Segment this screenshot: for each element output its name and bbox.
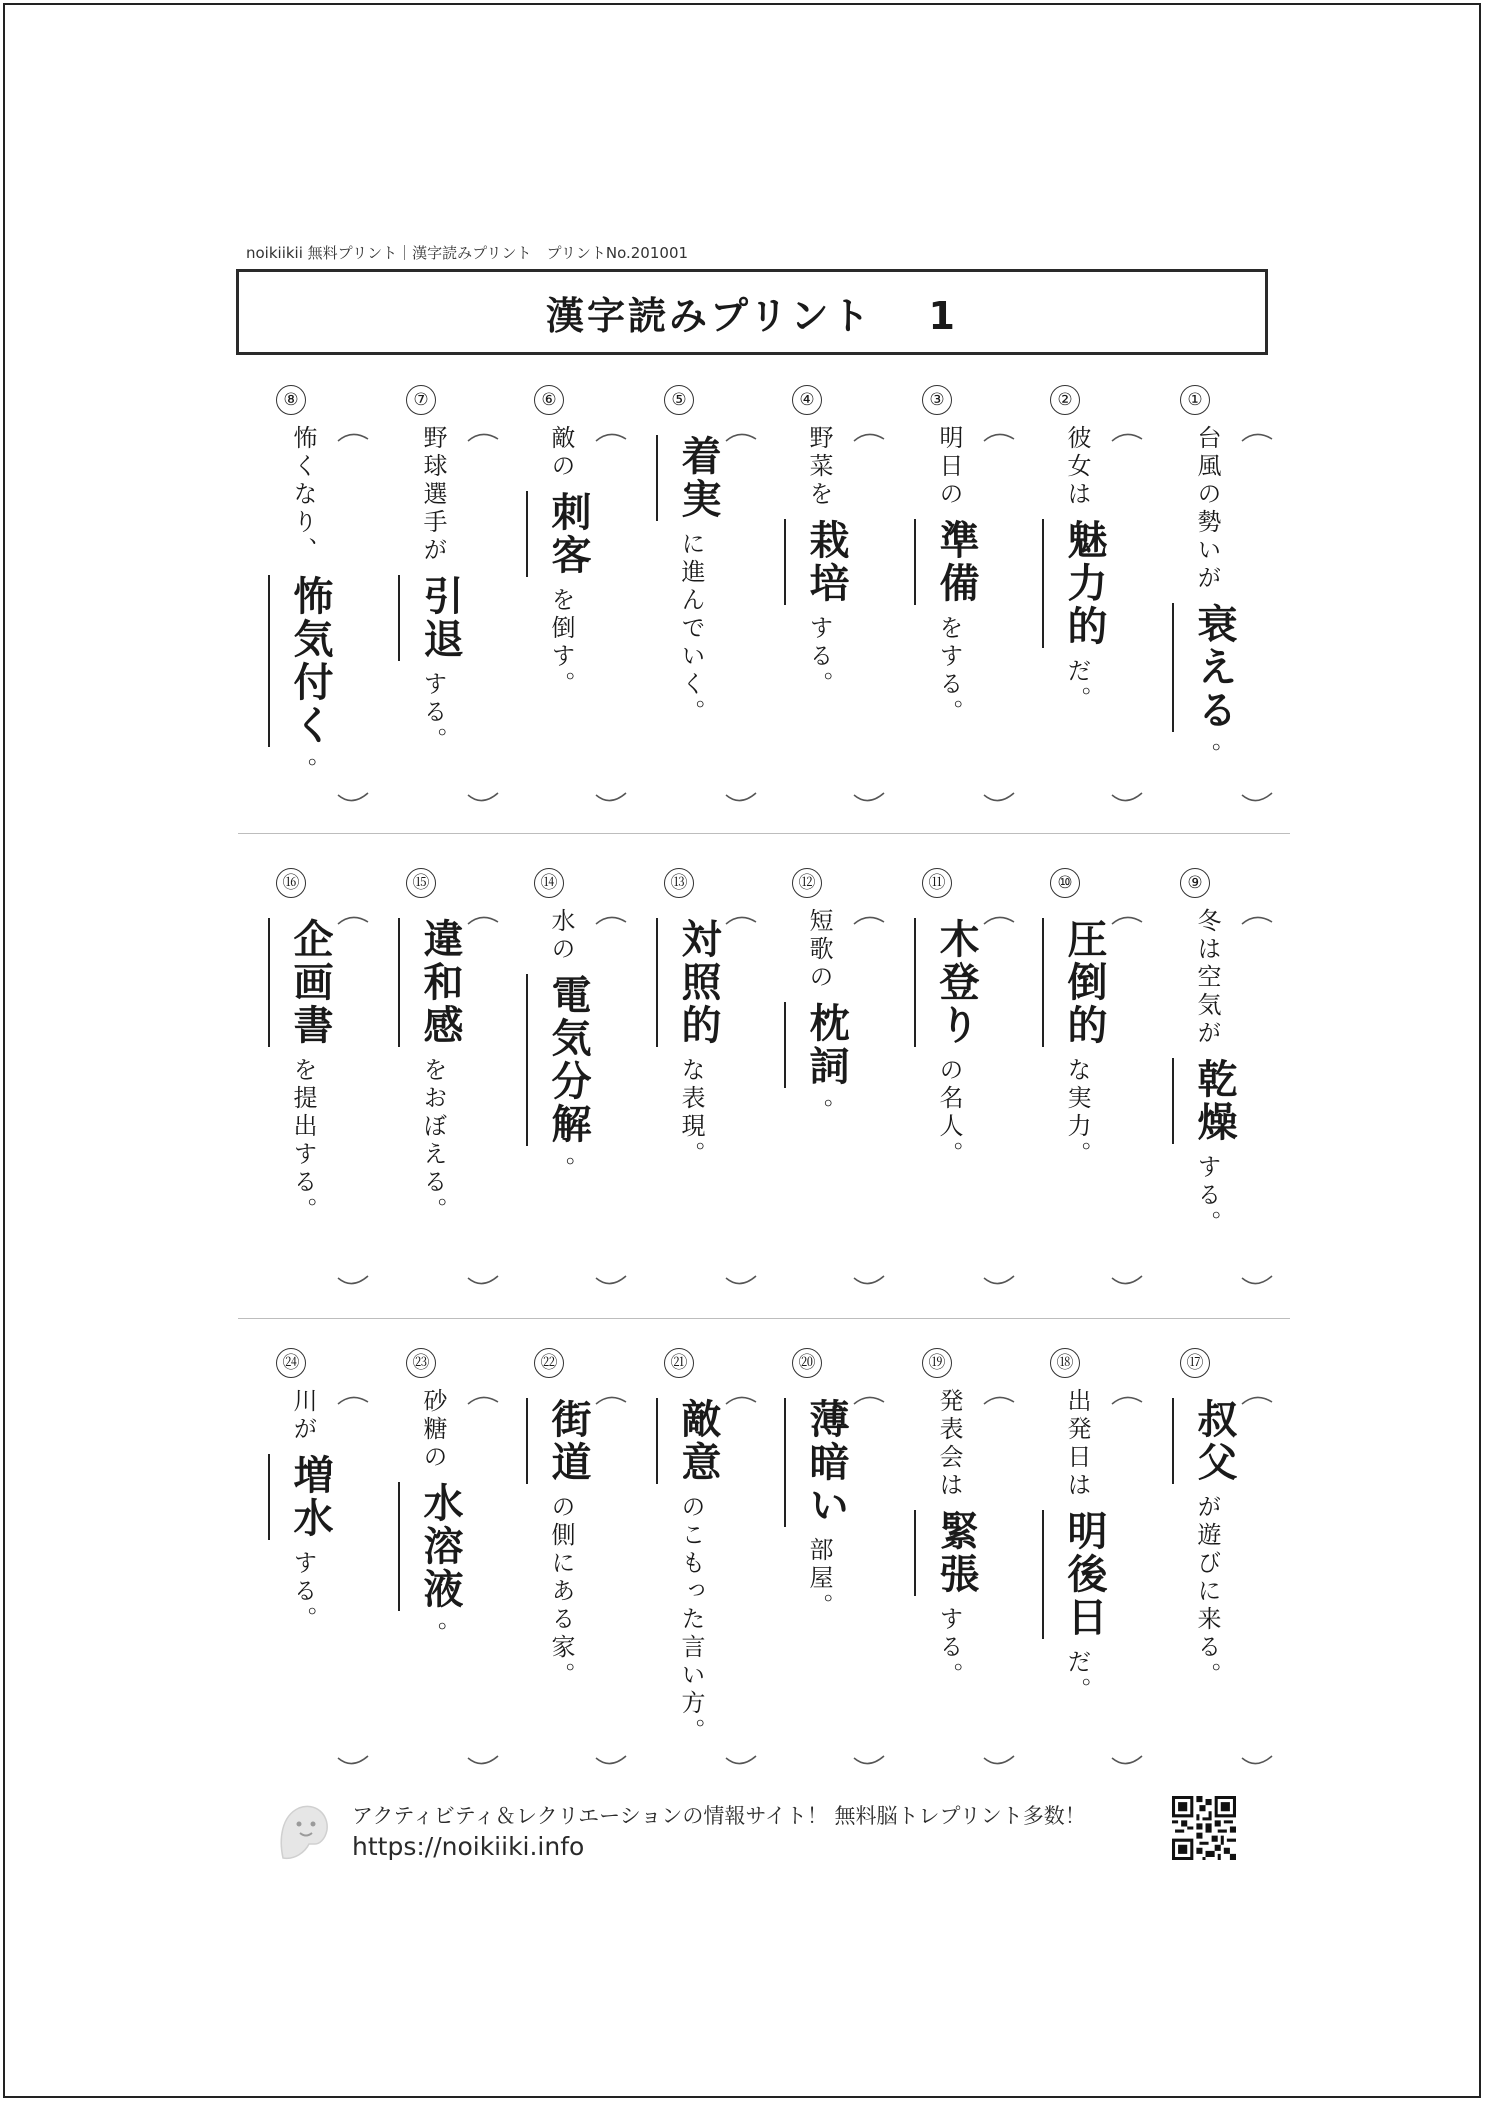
question-sentence: [398, 908, 469, 1225]
page-title: [546, 285, 958, 340]
sentence-after: 。: [805, 1098, 833, 1126]
question-number: ⑰: [1180, 1348, 1210, 1378]
answer-bracket-icon: [980, 1394, 1016, 1766]
answer-bracket-icon: [850, 1394, 886, 1766]
question-sentence: [526, 1388, 597, 1690]
question-number: ㉔: [276, 1348, 306, 1378]
footer-tagline: アクティビティ＆レクリエーションの情報サイト！ 無料脳トレプリント多数！: [352, 1804, 1086, 1828]
question-item: [520, 385, 640, 785]
answer-space[interactable]: [1238, 914, 1274, 1286]
question-number: ①: [1180, 385, 1210, 415]
kanji-target: 違和感: [398, 918, 469, 1047]
kanji-target: 叔父: [1172, 1398, 1243, 1484]
answer-space[interactable]: [334, 1394, 370, 1766]
answer-bracket-icon: [592, 1394, 628, 1766]
question-item: [778, 385, 898, 785]
sentence-after: を倒す。: [547, 587, 575, 699]
answer-bracket-icon: [464, 914, 500, 1286]
answer-bracket-icon: [1238, 914, 1274, 1286]
question-number: ⑭: [534, 868, 564, 898]
answer-bracket-icon: [1238, 1394, 1274, 1766]
sentence-after: 部屋。: [805, 1537, 833, 1621]
question-sentence: [526, 908, 597, 1184]
question-number: ⑨: [1180, 868, 1210, 898]
answer-space[interactable]: [850, 1394, 886, 1766]
question-item: [520, 1348, 640, 1748]
answer-space[interactable]: [722, 431, 758, 803]
sentence-before: 出発日は: [1063, 1388, 1091, 1500]
question-sentence: [1042, 425, 1113, 714]
sentence-after: 。: [547, 1156, 575, 1184]
question-item: [778, 868, 898, 1268]
answer-bracket-icon: [464, 431, 500, 803]
answer-space[interactable]: [464, 1394, 500, 1766]
answer-bracket-icon: [722, 431, 758, 803]
answer-space[interactable]: [464, 914, 500, 1286]
answer-space[interactable]: [722, 914, 758, 1286]
sentence-before: 水の: [547, 908, 575, 964]
footer-url[interactable]: https://noikiiki.info: [352, 1832, 585, 1861]
question-item: [1166, 1348, 1286, 1748]
sentence-after: な実力。: [1063, 1057, 1091, 1169]
answer-space[interactable]: [464, 431, 500, 803]
question-number: ⑫: [792, 868, 822, 898]
kanji-target: 枕詞: [784, 1002, 855, 1088]
sentence-after: だ。: [1063, 658, 1091, 714]
question-item: [1166, 385, 1286, 785]
answer-space[interactable]: [980, 1394, 1016, 1766]
question-number: ⑬: [664, 868, 694, 898]
answer-bracket-icon: [334, 914, 370, 1286]
sentence-after: する。: [805, 615, 833, 699]
sentence-after: が遊びに来る。: [1193, 1494, 1221, 1690]
question-number: ⑤: [664, 385, 694, 415]
question-number: ⑯: [276, 868, 306, 898]
answer-bracket-icon: [1238, 431, 1274, 803]
sentence-after: する。: [935, 1606, 963, 1690]
title-text: 漢字読みプリント: [546, 293, 873, 338]
answer-bracket-icon: [722, 914, 758, 1286]
question-sentence: [656, 425, 727, 727]
title-number: 1: [928, 293, 958, 338]
question-number: ⑮: [406, 868, 436, 898]
kanji-target: 電気分解: [526, 974, 597, 1146]
answer-space[interactable]: [334, 431, 370, 803]
answer-space[interactable]: [1108, 1394, 1144, 1766]
question-number: ⑦: [406, 385, 436, 415]
answer-bracket-icon: [464, 1394, 500, 1766]
answer-bracket-icon: [722, 1394, 758, 1766]
kanji-target: 水溶液: [398, 1482, 469, 1611]
answer-space[interactable]: [980, 914, 1016, 1286]
answer-bracket-icon: [1108, 431, 1144, 803]
sentence-after: な表現。: [677, 1057, 705, 1169]
sentence-after: する。: [289, 1550, 317, 1634]
sentence-after: する。: [419, 671, 447, 755]
answer-bracket-icon: [850, 431, 886, 803]
sentence-before: 敵の: [547, 425, 575, 481]
sentence-before: 川が: [289, 1388, 317, 1444]
question-number: ㉑: [664, 1348, 694, 1378]
question-sentence: [398, 425, 469, 755]
sentence-after: の側にある家。: [547, 1494, 575, 1690]
kanji-target: 敵意: [656, 1398, 727, 1484]
sentence-after: だ。: [1063, 1649, 1091, 1705]
row-divider: [238, 1318, 1290, 1319]
sentence-before: 冬は空気が: [1193, 908, 1221, 1048]
question-item: [1036, 1348, 1156, 1748]
answer-space[interactable]: [980, 431, 1016, 803]
question-sentence: [1172, 908, 1243, 1238]
kanji-target: 怖気付く: [268, 575, 339, 747]
question-number: ⑳: [792, 1348, 822, 1378]
answer-bracket-icon: [1108, 1394, 1144, 1766]
sentence-before: 彼女は: [1063, 425, 1091, 509]
kanji-target: 引退: [398, 575, 469, 661]
question-number: ④: [792, 385, 822, 415]
answer-space[interactable]: [334, 914, 370, 1286]
sentence-before: 短歌の: [805, 908, 833, 992]
sentence-before: 砂糖の: [419, 1388, 447, 1472]
question-sentence: [656, 1388, 727, 1746]
qr-code-icon: [1172, 1796, 1236, 1860]
question-number: ㉓: [406, 1348, 436, 1378]
question-sentence: [784, 425, 855, 699]
question-item: [650, 385, 770, 785]
question-item: [520, 868, 640, 1268]
kanji-target: 街道: [526, 1398, 597, 1484]
answer-bracket-icon: [1108, 914, 1144, 1286]
answer-space[interactable]: [850, 431, 886, 803]
question-item: [392, 385, 512, 785]
kanji-target: 刺客: [526, 491, 597, 577]
question-sentence: [914, 908, 985, 1169]
kanji-target: 緊張: [914, 1510, 985, 1596]
sentence-before: 発表会は: [935, 1388, 963, 1500]
question-sentence: [656, 908, 727, 1169]
kanji-target: 乾燥: [1172, 1058, 1243, 1144]
kanji-target: 魅力的: [1042, 519, 1113, 648]
question-item: [262, 385, 382, 785]
kanji-target: 衰える: [1172, 603, 1243, 732]
kanji-target: 準備: [914, 519, 985, 605]
question-number: ⑥: [534, 385, 564, 415]
sentence-after: の名人。: [935, 1057, 963, 1169]
title-box: [236, 269, 1268, 355]
answer-bracket-icon: [592, 914, 628, 1286]
kanji-target: 栽培: [784, 519, 855, 605]
answer-space[interactable]: [850, 914, 886, 1286]
sentence-before: 明日の: [935, 425, 963, 509]
sentence-before: 怖くなり、: [289, 425, 317, 565]
question-sentence: [268, 908, 339, 1225]
question-item: [1036, 868, 1156, 1268]
question-item: [1166, 868, 1286, 1268]
sentence-after: 。: [289, 757, 317, 785]
question-number: ㉒: [534, 1348, 564, 1378]
sentence-after: をおぼえる。: [419, 1057, 447, 1225]
question-number: ②: [1050, 385, 1080, 415]
question-sentence: [268, 1388, 339, 1634]
sentence-before: 台風の勢いが: [1193, 425, 1221, 593]
question-sentence: [1042, 1388, 1113, 1705]
answer-bracket-icon: [334, 431, 370, 803]
kanji-target: 薄暗い: [784, 1398, 855, 1527]
answer-space[interactable]: [1108, 431, 1144, 803]
question-sentence: [398, 1388, 469, 1649]
sentence-after: する。: [1193, 1154, 1221, 1238]
answer-space[interactable]: [592, 431, 628, 803]
kanji-target: 企画書: [268, 918, 339, 1047]
sentence-after: に進んでいく。: [677, 531, 705, 727]
question-item: [908, 1348, 1028, 1748]
question-item: [392, 1348, 512, 1748]
question-item: [908, 385, 1028, 785]
question-sentence: [1042, 908, 1113, 1169]
kanji-target: 増水: [268, 1454, 339, 1540]
question-sentence: [1172, 425, 1243, 770]
ghost-mascot-icon: [275, 1800, 333, 1862]
kanji-target: 対照的: [656, 918, 727, 1047]
sentence-after: を提出する。: [289, 1057, 317, 1225]
question-number: ⑧: [276, 385, 306, 415]
question-item: [262, 1348, 382, 1748]
kanji-target: 着実: [656, 435, 727, 521]
answer-bracket-icon: [980, 914, 1016, 1286]
question-item: [908, 868, 1028, 1268]
question-sentence: [914, 1388, 985, 1690]
sentence-before: 野球選手が: [419, 425, 447, 565]
answer-space[interactable]: [1108, 914, 1144, 1286]
question-item: [262, 868, 382, 1268]
question-item: [392, 868, 512, 1268]
answer-bracket-icon: [334, 1394, 370, 1766]
question-number: ⑩: [1050, 868, 1080, 898]
question-sentence: [526, 425, 597, 699]
question-number: ⑲: [922, 1348, 952, 1378]
answer-bracket-icon: [980, 431, 1016, 803]
question-item: [650, 868, 770, 1268]
sentence-after: をする。: [935, 615, 963, 727]
question-sentence: [784, 908, 855, 1126]
answer-space[interactable]: [722, 1394, 758, 1766]
answer-space[interactable]: [592, 1394, 628, 1766]
question-item: [650, 1348, 770, 1748]
question-number: ③: [922, 385, 952, 415]
answer-space[interactable]: [1238, 1394, 1274, 1766]
kanji-target: 圧倒的: [1042, 918, 1113, 1047]
question-item: [1036, 385, 1156, 785]
kanji-target: 明後日: [1042, 1510, 1113, 1639]
answer-space[interactable]: [592, 914, 628, 1286]
sentence-before: 野菜を: [805, 425, 833, 509]
answer-bracket-icon: [592, 431, 628, 803]
sentence-after: 。: [419, 1621, 447, 1649]
question-sentence: [268, 425, 339, 785]
question-number: ⑪: [922, 868, 952, 898]
sentence-after: 。: [1193, 742, 1221, 770]
question-item: [778, 1348, 898, 1748]
question-sentence: [914, 425, 985, 727]
print-meta: noikiikii 無料プリント｜漢字読みプリント プリントNo.201001: [246, 244, 689, 262]
answer-bracket-icon: [850, 914, 886, 1286]
question-number: ⑱: [1050, 1348, 1080, 1378]
sentence-after: のこもった言い方。: [677, 1494, 705, 1746]
kanji-target: 木登り: [914, 918, 985, 1047]
answer-space[interactable]: [1238, 431, 1274, 803]
question-sentence: [1172, 1388, 1243, 1690]
row-divider: [238, 833, 1290, 834]
question-sentence: [784, 1388, 855, 1621]
